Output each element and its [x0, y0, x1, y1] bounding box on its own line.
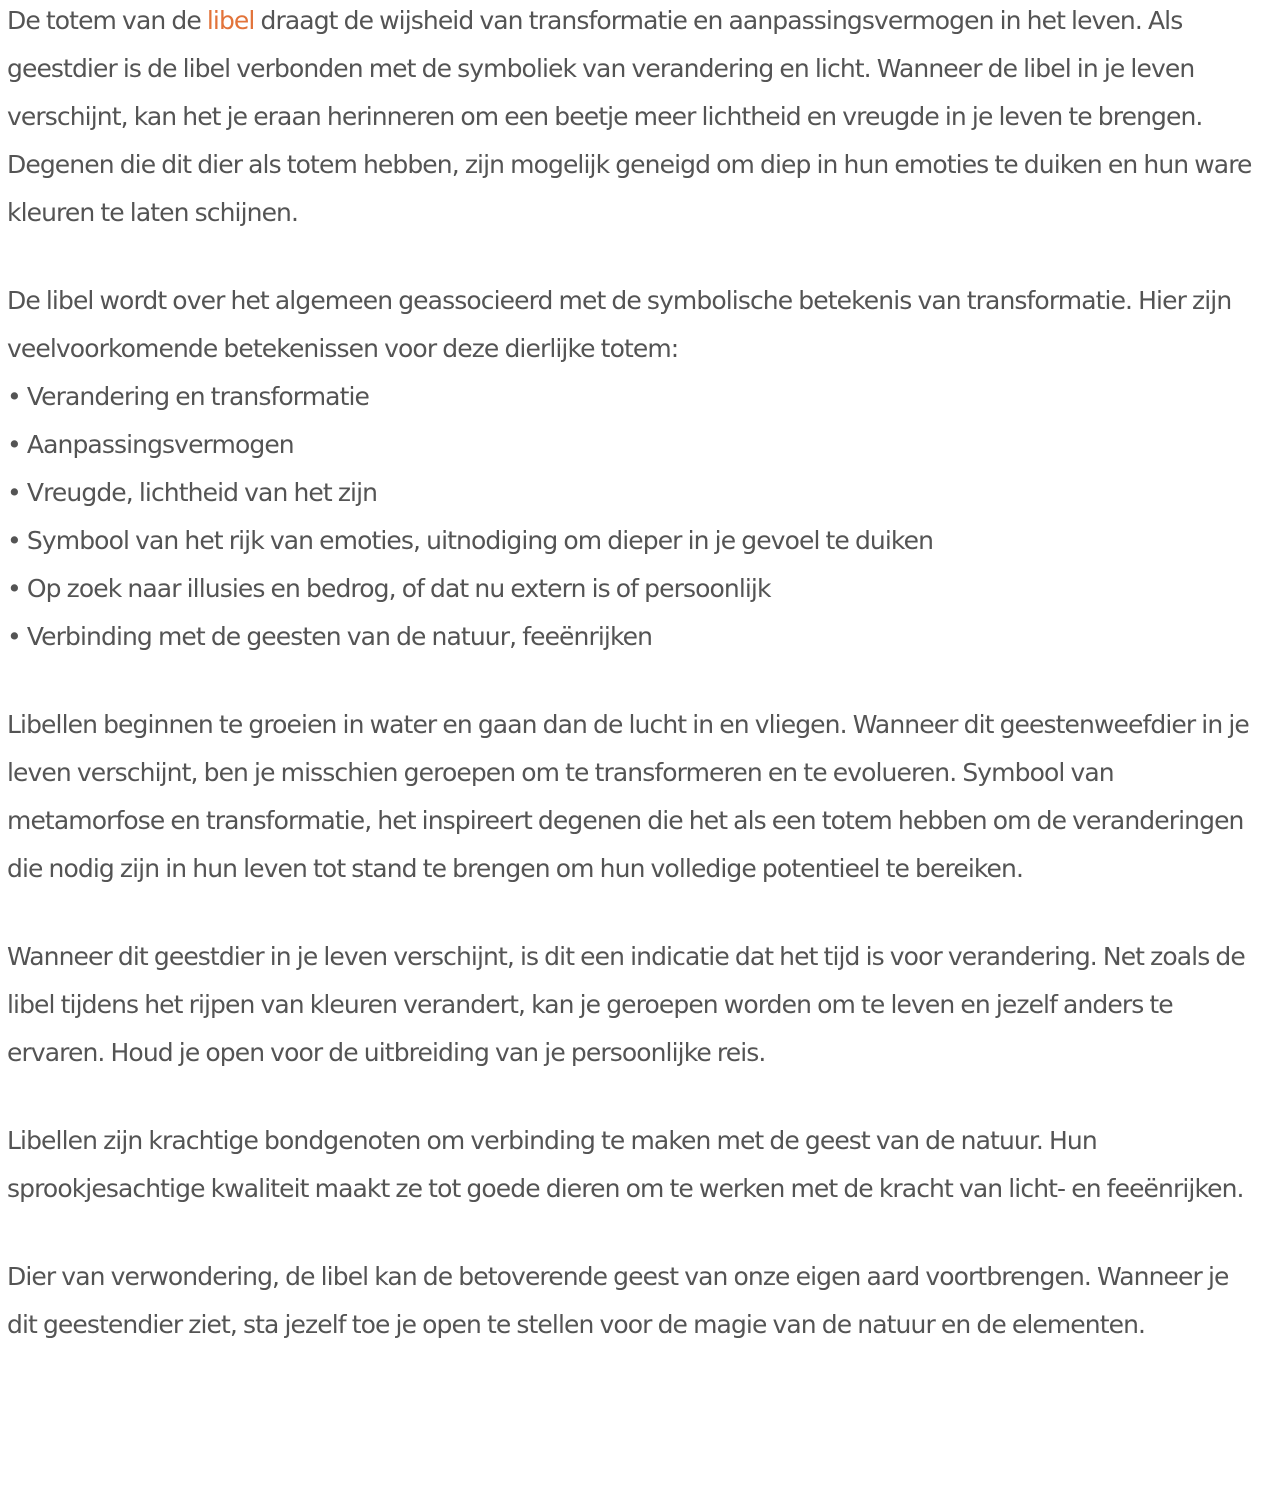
paragraph-intro-text-end: draagt de wijsheid van transformatie en aanpassingsvermogen in het leven. Als geestdier is de libel verbonden met de symboliek van verandering en licht. Wanneer de libel in je leven verschijnt, kan het je eraan herinneren om een beetje meer lichtheid en vreugde in je leven te brengen. Degenen die dit dier als totem hebben, zijn mogelijk geneigd om diep in hun emoties te duiken en hun ware kleuren te laten schijnen. [7, 6, 1252, 227]
article-body [7, 0, 1262, 1389]
bullet-item: • Op zoek naar illusies en bedrog, of dat nu extern is of persoonlijk [7, 574, 771, 603]
bullet-item: • Symbool van het rijk van emoties, uitnodiging om dieper in je gevoel te duiken [7, 526, 934, 555]
bullet-item: • Verandering en transformatie [7, 382, 369, 411]
meanings-intro: De libel wordt over het algemeen geassocieerd met de symbolische betekenis van transformatie. Hier zijn veelvoorkomende betekenissen voor deze dierlijke totem: [7, 286, 1232, 363]
bullet-item: • Aanpassingsvermogen [7, 430, 294, 459]
paragraph-nature-allies: Libellen zijn krachtige bondgenoten om verbinding te maken met de geest van de natuur. Hun sprookjesachtige kwaliteit maakt ze tot goede dieren om te werken met de kracht van licht- en feeënrijken. [7, 1126, 1244, 1203]
bullet-item: • Vreugde, lichtheid van het zijn [7, 478, 378, 507]
paragraph-change: Wanneer dit geestdier in je leven verschijnt, is dit een indicatie dat het tijd is voor verandering. Net zoals de libel tijdens het rijpen van kleuren verandert, kan je geroepen worden om te leven en jezelf anders te ervaren. Houd je open voor de uitbreiding van je persoonlijke reis. [7, 942, 1245, 1067]
libel-link[interactable]: libel [206, 6, 255, 35]
paragraph-wonder: Dier van verwondering, de libel kan de betoverende geest van onze eigen aard voortbrengen. Wanneer je dit geestendier ziet, sta jezelf toe je open te stellen voor de magie van de natuur en de elementen. [7, 1262, 1229, 1339]
paragraph-growth: Libellen beginnen te groeien in water en gaan dan de lucht in en vliegen. Wanneer dit geestenweefdier in je leven verschijnt, ben je misschien geroepen om te transformeren en te evolueren. Symbool van metamorfose en transformatie, het inspireert degenen die het als een totem hebben om de veranderingen die nodig zijn in hun leven tot stand te brengen om hun volledige potentieel te bereiken. [7, 710, 1249, 883]
paragraph-intro [7, 0, 1262, 237]
paragraph-intro-text-start: De totem van de [7, 6, 207, 35]
bullet-item: • Verbinding met de geesten van de natuur, feeënrijken [7, 622, 653, 651]
paragraph-meanings [7, 277, 1262, 661]
